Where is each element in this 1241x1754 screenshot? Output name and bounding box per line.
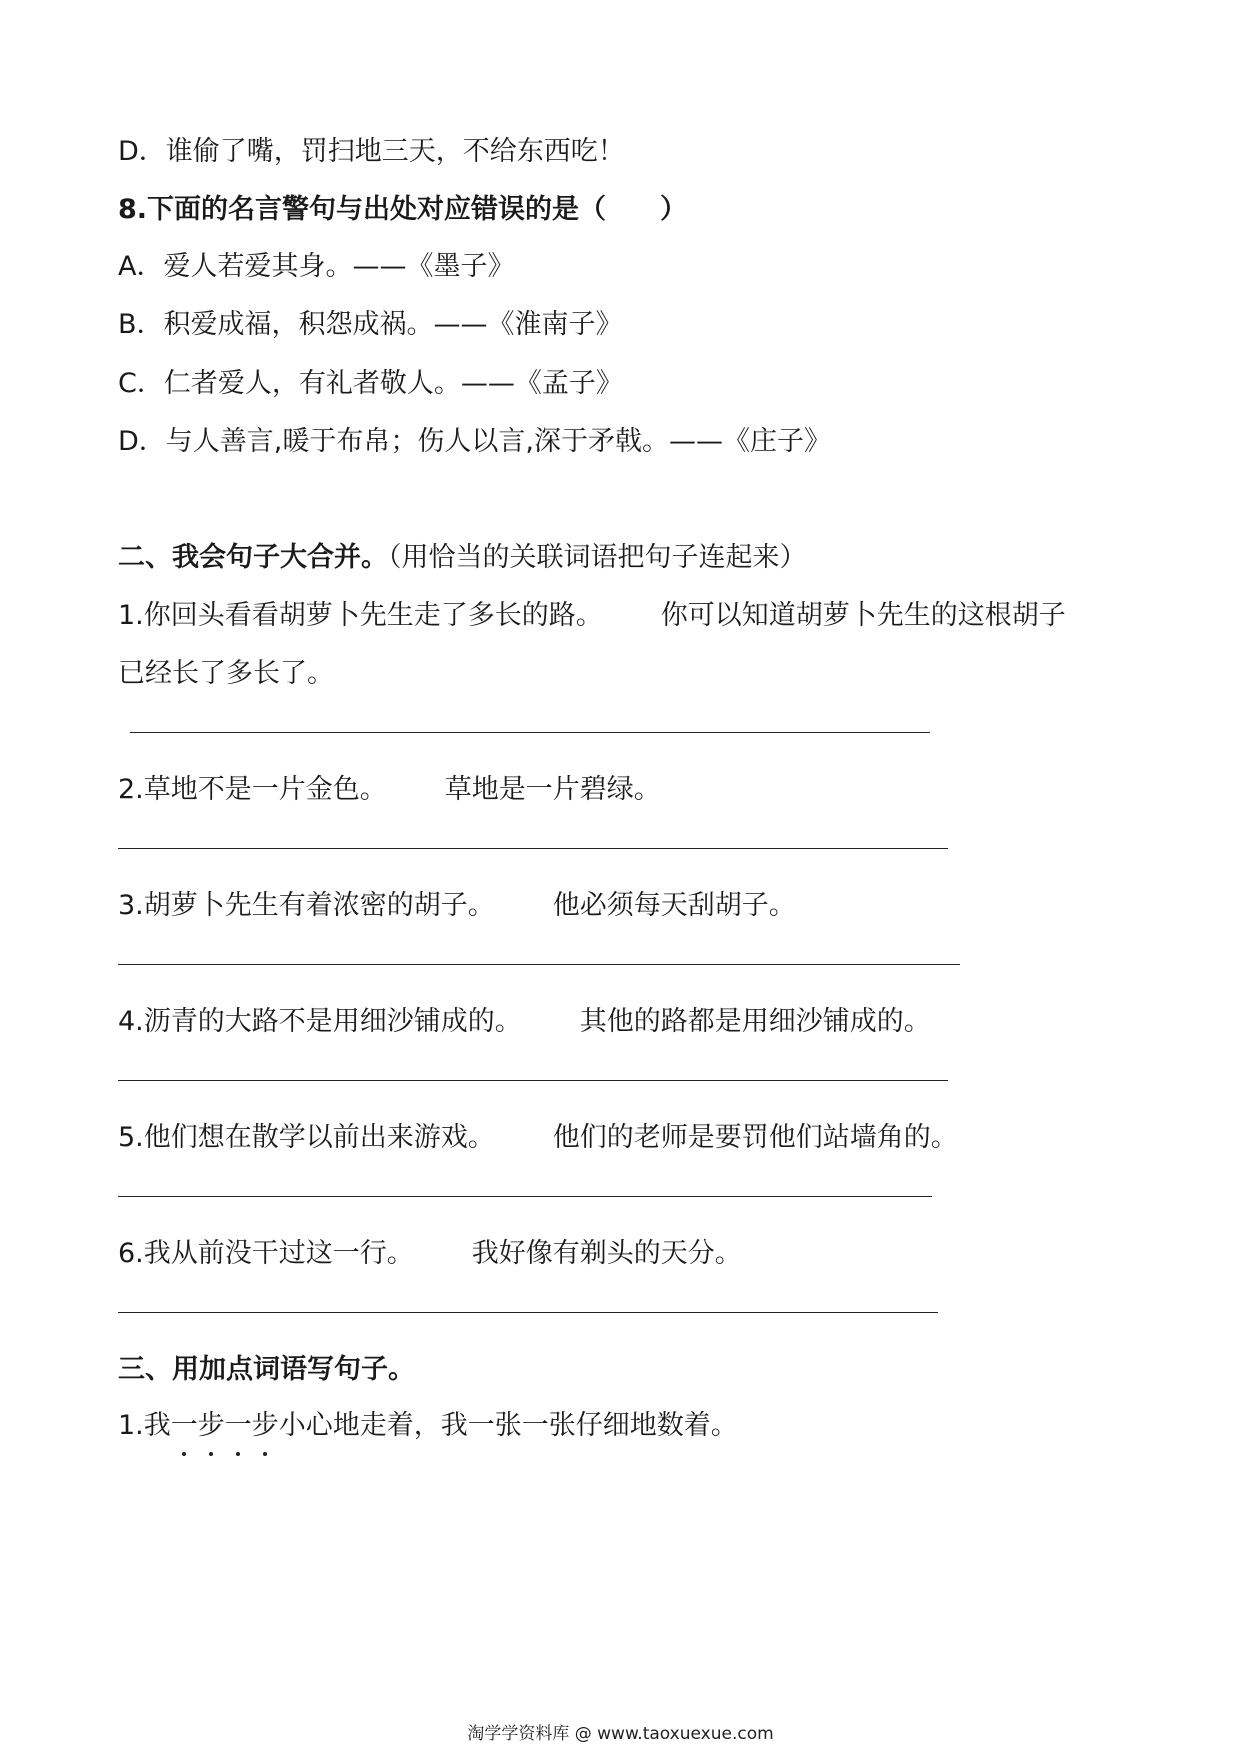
emphasis-dot bbox=[236, 1452, 240, 1456]
s2-item6-a: 6.我从前没干过这一行。 bbox=[118, 1238, 414, 1269]
s2-item5 bbox=[118, 1118, 958, 1158]
emphasized-char: 步 bbox=[198, 1406, 225, 1446]
section2-heading bbox=[118, 538, 807, 578]
s2-item1-c: 已经长了多长了。 bbox=[118, 658, 334, 689]
q8-option-b: B．积爱成福，积怨成祸。——《淮南子》 bbox=[118, 309, 623, 340]
s2-item2 bbox=[118, 770, 661, 810]
s2-item5-b: 他们的老师是要罚他们站墙角的。 bbox=[552, 1122, 958, 1153]
section2-instruction: （用恰当的关联词语把句子连起来） bbox=[388, 542, 807, 573]
answer-line-5[interactable] bbox=[118, 1196, 932, 1197]
answer-line-1[interactable] bbox=[130, 732, 930, 733]
answer-line-4[interactable] bbox=[118, 1080, 948, 1081]
s2-item6-b: 我好像有剃头的天分。 bbox=[471, 1238, 742, 1269]
s2-item6 bbox=[118, 1234, 742, 1274]
q8-option-a: A．爱人若爱其身。——《墨子》 bbox=[118, 251, 515, 282]
emphasized-char: 一 bbox=[225, 1406, 252, 1446]
q8-question: 8.下面的名言警句与出处对应错误的是（ ） bbox=[118, 194, 688, 225]
s2-item4 bbox=[118, 1002, 931, 1042]
footer-watermark: 淘学学资料库 @ www.taoxuexue.com bbox=[467, 1724, 774, 1744]
s3-item1 bbox=[118, 1406, 738, 1446]
section3-title: 三、用加点词语写句子。 bbox=[118, 1354, 415, 1385]
answer-line-3[interactable] bbox=[118, 964, 960, 965]
s2-item5-a: 5.他们想在散学以前出来游戏。 bbox=[118, 1122, 495, 1153]
answer-line-2[interactable] bbox=[118, 848, 948, 849]
s2-item2-b: 草地是一片碧绿。 bbox=[444, 774, 661, 805]
emphasized-char: 一 bbox=[171, 1406, 198, 1446]
q8-option-d: D．与人善言,暖于布帛；伤人以言,深于矛戟。——《庄子》 bbox=[118, 426, 831, 457]
emphasis-dot bbox=[263, 1452, 267, 1456]
s3-item1-suffix: 小心地走着，我一张一张仔细地数着。 bbox=[278, 1410, 738, 1441]
q7-option-d: D．谁偷了嘴，罚扫地三天，不给东西吃！ bbox=[118, 136, 625, 167]
s2-item4-b: 其他的路都是用细沙铺成的。 bbox=[579, 1006, 931, 1037]
s2-item1-b: 你可以知道胡萝卜先生的这根胡子 bbox=[660, 600, 1066, 631]
s2-item1-a: 1.你回头看看胡萝卜先生走了多长的路。 bbox=[118, 600, 603, 631]
section2-title: 二、我会句子大合并。 bbox=[118, 542, 388, 573]
s2-item1-line1 bbox=[118, 596, 1066, 636]
s3-item1-prefix: 1.我 bbox=[118, 1410, 171, 1441]
s2-item3-a: 3.胡萝卜先生有着浓密的胡子。 bbox=[118, 890, 495, 921]
s2-item3-b: 他必须每天刮胡子。 bbox=[552, 890, 796, 921]
emphasis-dot bbox=[209, 1452, 213, 1456]
q8-option-c: C．仁者爱人，有礼者敬人。——《孟子》 bbox=[118, 368, 623, 399]
emphasis-dot bbox=[182, 1452, 186, 1456]
s2-item3 bbox=[118, 886, 796, 926]
s2-item4-a: 4.沥青的大路不是用细沙铺成的。 bbox=[118, 1006, 522, 1037]
s2-item2-a: 2.草地不是一片金色。 bbox=[118, 774, 387, 805]
emphasized-char: 步 bbox=[252, 1406, 279, 1446]
answer-line-6[interactable] bbox=[118, 1312, 938, 1313]
